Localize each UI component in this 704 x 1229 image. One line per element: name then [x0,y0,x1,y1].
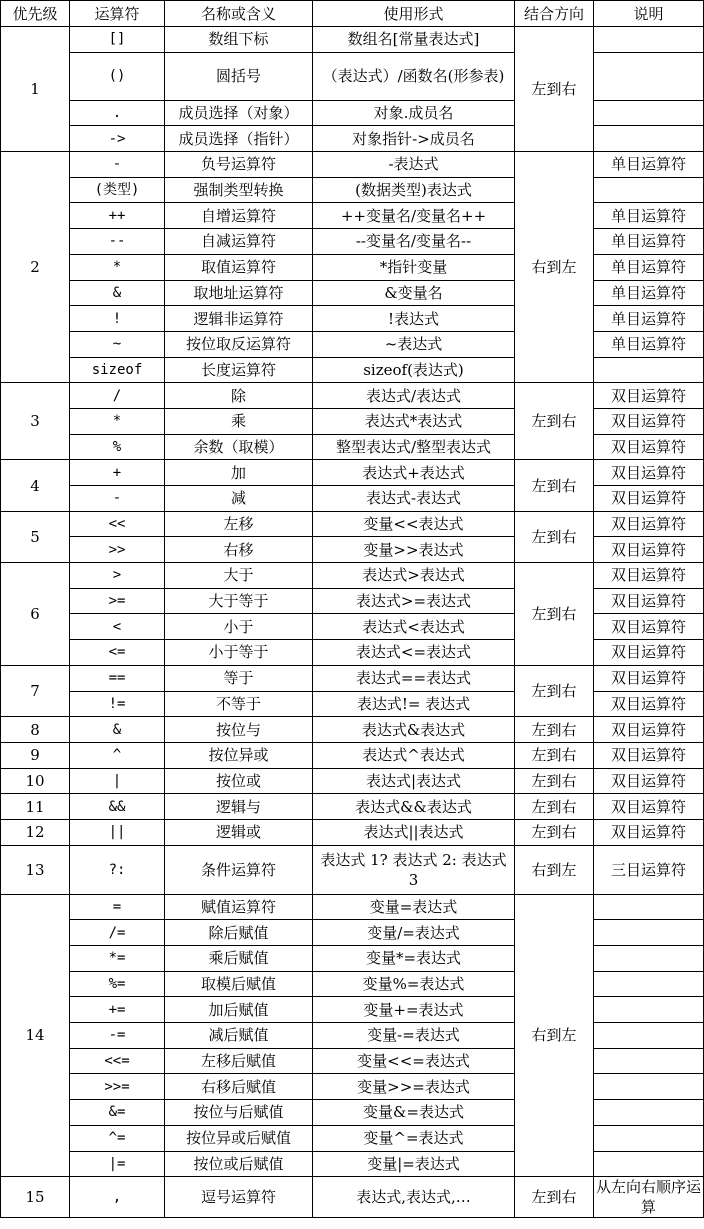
name-cell: 小于 [165,614,313,640]
usage-cell: --变量名/变量名-- [313,229,515,255]
remark-cell: 单目运算符 [594,152,704,178]
table-row [1,1125,704,1151]
name-cell: 逗号运算符 [165,1177,313,1218]
remark-cell: 双目运算符 [594,511,704,537]
usage-cell: （表达式）/函数名(形参表) [313,52,515,100]
remark-cell: 双目运算符 [594,408,704,434]
usage-cell: 变量>>=表达式 [313,1074,515,1100]
usage-cell: *指针变量 [313,254,515,280]
usage-cell: 变量<<表达式 [313,511,515,537]
name-cell: 取值运算符 [165,254,313,280]
priority-cell: 12 [1,819,70,845]
usage-cell: 整型表达式/整型表达式 [313,434,515,460]
header-row [1,1,704,27]
table-row [1,742,704,768]
remark-cell [594,1151,704,1177]
remark-cell: 双目运算符 [594,691,704,717]
table-row [1,126,704,152]
remark-cell: 双目运算符 [594,640,704,666]
table-row [1,486,704,512]
operator-cell: ?: [70,845,165,894]
name-cell: 等于 [165,665,313,691]
name-cell: 不等于 [165,691,313,717]
table-row [1,1023,704,1049]
usage-cell: 表达式*表达式 [313,408,515,434]
operator-cell: += [70,997,165,1023]
usage-cell: ~表达式 [313,331,515,357]
name-cell: 逻辑或 [165,819,313,845]
table-row [1,331,704,357]
remark-cell [594,971,704,997]
operator-cell: >= [70,588,165,614]
remark-cell: 双目运算符 [594,588,704,614]
usage-cell: 变量*=表达式 [313,946,515,972]
operator-cell: % [70,434,165,460]
remark-cell: 双目运算符 [594,537,704,563]
operator-cell: . [70,100,165,126]
table-row [1,691,704,717]
associativity-cell: 右到左 [515,845,594,894]
table-row [1,640,704,666]
associativity-cell: 左到右 [515,768,594,794]
associativity-cell: 右到左 [515,894,594,1177]
remark-cell: 双目运算符 [594,742,704,768]
associativity-cell: 左到右 [515,717,594,743]
operator-cell: [] [70,27,165,53]
table-row [1,100,704,126]
table-body [1,27,704,1218]
table-row [1,1048,704,1074]
usage-cell: 表达式&表达式 [313,717,515,743]
operator-cell: + [70,460,165,486]
remark-cell [594,1125,704,1151]
table-row [1,768,704,794]
remark-cell: 双目运算符 [594,665,704,691]
usage-cell: 表达式+表达式 [313,460,515,486]
table-row [1,229,704,255]
table-row [1,537,704,563]
header-usage: 使用形式 [313,1,515,27]
remark-cell [594,894,704,920]
remark-cell: 单目运算符 [594,203,704,229]
associativity-cell: 左到右 [515,460,594,511]
table-row [1,152,704,178]
operator-cell: & [70,717,165,743]
operator-cell: -- [70,229,165,255]
table-row [1,819,704,845]
table-row [1,946,704,972]
name-cell: 乘 [165,408,313,434]
table-row [1,177,704,203]
table-row [1,920,704,946]
name-cell: 除后赋值 [165,920,313,946]
usage-cell: 表达式>表达式 [313,563,515,589]
operator-cell: -> [70,126,165,152]
usage-cell: 表达式&&表达式 [313,794,515,820]
usage-cell: 表达式/表达式 [313,383,515,409]
table-row [1,27,704,53]
table-row [1,52,704,100]
remark-cell [594,997,704,1023]
priority-cell: 14 [1,894,70,1177]
operator-cell: ^ [70,742,165,768]
name-cell: 圆括号 [165,52,313,100]
associativity-cell: 左到右 [515,563,594,666]
remark-cell: 单目运算符 [594,229,704,255]
remark-cell [594,946,704,972]
usage-cell: 变量=表达式 [313,894,515,920]
remark-cell [594,52,704,100]
operator-cell: * [70,254,165,280]
usage-cell: 表达式-表达式 [313,486,515,512]
remark-cell: 从左向右顺序运算 [594,1177,704,1218]
usage-cell: &变量名 [313,280,515,306]
operator-cell: ~ [70,331,165,357]
remark-cell: 双目运算符 [594,486,704,512]
usage-cell: 变量+=表达式 [313,997,515,1023]
name-cell: 左移后赋值 [165,1048,313,1074]
name-cell: 按位异或 [165,742,313,768]
usage-cell: 变量^=表达式 [313,1125,515,1151]
operator-cell: , [70,1177,165,1218]
name-cell: 大于 [165,563,313,589]
priority-cell: 11 [1,794,70,820]
table-row [1,614,704,640]
name-cell: 逻辑非运算符 [165,306,313,332]
table-row [1,408,704,434]
usage-cell: 表达式<=表达式 [313,640,515,666]
associativity-cell: 左到右 [515,383,594,460]
associativity-cell: 左到右 [515,819,594,845]
table-row [1,588,704,614]
usage-cell: 变量<<=表达式 [313,1048,515,1074]
usage-cell: 变量|=表达式 [313,1151,515,1177]
operator-cell: || [70,819,165,845]
header-priority: 优先级 [1,1,70,27]
name-cell: 加 [165,460,313,486]
operator-cell: ^= [70,1125,165,1151]
remark-cell: 三目运算符 [594,845,704,894]
remark-cell: 单目运算符 [594,280,704,306]
operator-cell: / [70,383,165,409]
usage-cell: 对象.成员名 [313,100,515,126]
remark-cell [594,1100,704,1126]
name-cell: 减 [165,486,313,512]
table-row [1,997,704,1023]
operator-cell: > [70,563,165,589]
name-cell: 减后赋值 [165,1023,313,1049]
operator-cell: == [70,665,165,691]
name-cell: 右移 [165,537,313,563]
operator-cell: != [70,691,165,717]
remark-cell [594,920,704,946]
priority-cell: 7 [1,665,70,716]
name-cell: 左移 [165,511,313,537]
table-row [1,511,704,537]
name-cell: 加后赋值 [165,997,313,1023]
operator-cell: &= [70,1100,165,1126]
name-cell: 取模后赋值 [165,971,313,997]
usage-cell: 表达式||表达式 [313,819,515,845]
name-cell: 长度运算符 [165,357,313,383]
usage-cell: 变量%=表达式 [313,971,515,997]
usage-cell: 变量&=表达式 [313,1100,515,1126]
remark-cell: 双目运算符 [594,768,704,794]
name-cell: 赋值运算符 [165,894,313,920]
table-row [1,357,704,383]
usage-cell: 表达式==表达式 [313,665,515,691]
usage-cell: 表达式!= 表达式 [313,691,515,717]
header-associativity: 结合方向 [515,1,594,27]
operator-cell: >>= [70,1074,165,1100]
priority-cell: 1 [1,27,70,152]
remark-cell: 单目运算符 [594,254,704,280]
name-cell: 大于等于 [165,588,313,614]
operator-cell: -= [70,1023,165,1049]
name-cell: 按位异或后赋值 [165,1125,313,1151]
associativity-cell: 左到右 [515,794,594,820]
usage-cell: 变量-=表达式 [313,1023,515,1049]
priority-cell: 2 [1,152,70,383]
operator-cell: (类型) [70,177,165,203]
operator-cell: >> [70,537,165,563]
priority-cell: 8 [1,717,70,743]
remark-cell [594,27,704,53]
usage-cell: (数据类型)表达式 [313,177,515,203]
name-cell: 逻辑与 [165,794,313,820]
table-row [1,1100,704,1126]
usage-cell: 表达式,表达式,… [313,1177,515,1218]
table-row [1,1177,704,1218]
operator-cell: %= [70,971,165,997]
remark-cell: 双目运算符 [594,794,704,820]
remark-cell: 单目运算符 [594,306,704,332]
operator-cell: ! [70,306,165,332]
remark-cell [594,126,704,152]
operator-cell: - [70,152,165,178]
table-row [1,1151,704,1177]
table-row [1,894,704,920]
header-name: 名称或含义 [165,1,313,27]
associativity-cell: 左到右 [515,1177,594,1218]
name-cell: 成员选择（对象） [165,100,313,126]
table-row [1,434,704,460]
usage-cell: 变量>>表达式 [313,537,515,563]
name-cell: 数组下标 [165,27,313,53]
remark-cell: 双目运算符 [594,819,704,845]
name-cell: 乘后赋值 [165,946,313,972]
usage-cell: 表达式>=表达式 [313,588,515,614]
priority-cell: 3 [1,383,70,460]
name-cell: 自减运算符 [165,229,313,255]
priority-cell: 10 [1,768,70,794]
remark-cell [594,177,704,203]
table-row [1,254,704,280]
priority-cell: 4 [1,460,70,511]
name-cell: 自增运算符 [165,203,313,229]
usage-cell: sizeof(表达式) [313,357,515,383]
remark-cell: 双目运算符 [594,460,704,486]
name-cell: 按位与 [165,717,313,743]
operator-cell: sizeof [70,357,165,383]
operator-cell: = [70,894,165,920]
usage-cell: 表达式 1? 表达式 2: 表达式 3 [313,845,515,894]
priority-cell: 13 [1,845,70,894]
operator-cell: <= [70,640,165,666]
name-cell: 按位取反运算符 [165,331,313,357]
table-row [1,794,704,820]
operator-cell: |= [70,1151,165,1177]
operator-cell: & [70,280,165,306]
operator-cell: - [70,486,165,512]
name-cell: 按位或 [165,768,313,794]
remark-cell: 双目运算符 [594,614,704,640]
table-header [1,1,704,27]
table-row [1,665,704,691]
table-row [1,383,704,409]
table-row [1,203,704,229]
usage-cell: 表达式|表达式 [313,768,515,794]
priority-cell: 6 [1,563,70,666]
header-operator: 运算符 [70,1,165,27]
associativity-cell: 右到左 [515,152,594,383]
associativity-cell: 左到右 [515,742,594,768]
remark-cell: 双目运算符 [594,383,704,409]
associativity-cell: 左到右 [515,665,594,716]
name-cell: 成员选择（指针） [165,126,313,152]
table-row [1,563,704,589]
table-row [1,845,704,894]
usage-cell: 数组名[常量表达式] [313,27,515,53]
usage-cell: 表达式^表达式 [313,742,515,768]
remark-cell: 双目运算符 [594,434,704,460]
operator-cell: <<= [70,1048,165,1074]
operator-cell: < [70,614,165,640]
associativity-cell: 左到右 [515,27,594,152]
operator-cell: *= [70,946,165,972]
priority-cell: 9 [1,742,70,768]
name-cell: 按位或后赋值 [165,1151,313,1177]
table-row [1,306,704,332]
usage-cell: 对象指针->成员名 [313,126,515,152]
remark-cell: 双目运算符 [594,563,704,589]
name-cell: 强制类型转换 [165,177,313,203]
name-cell: 小于等于 [165,640,313,666]
table-row [1,280,704,306]
name-cell: 除 [165,383,313,409]
usage-cell: ++变量名/变量名++ [313,203,515,229]
remark-cell [594,357,704,383]
remark-cell: 双目运算符 [594,717,704,743]
operator-cell: << [70,511,165,537]
operator-cell: () [70,52,165,100]
name-cell: 条件运算符 [165,845,313,894]
name-cell: 按位与后赋值 [165,1100,313,1126]
operator-cell: /= [70,920,165,946]
priority-cell: 15 [1,1177,70,1218]
usage-cell: !表达式 [313,306,515,332]
operator-cell: | [70,768,165,794]
operator-cell: && [70,794,165,820]
table-row [1,460,704,486]
remark-cell: 单目运算符 [594,331,704,357]
remark-cell [594,1074,704,1100]
name-cell: 负号运算符 [165,152,313,178]
header-remark: 说明 [594,1,704,27]
usage-cell: 表达式<表达式 [313,614,515,640]
usage-cell: 变量/=表达式 [313,920,515,946]
name-cell: 右移后赋值 [165,1074,313,1100]
operator-cell: ++ [70,203,165,229]
associativity-cell: 左到右 [515,511,594,562]
remark-cell [594,100,704,126]
name-cell: 取地址运算符 [165,280,313,306]
priority-cell: 5 [1,511,70,562]
table-row [1,717,704,743]
table-row [1,971,704,997]
table-row [1,1074,704,1100]
usage-cell: -表达式 [313,152,515,178]
remark-cell [594,1048,704,1074]
remark-cell [594,1023,704,1049]
name-cell: 余数（取模） [165,434,313,460]
operator-cell: * [70,408,165,434]
